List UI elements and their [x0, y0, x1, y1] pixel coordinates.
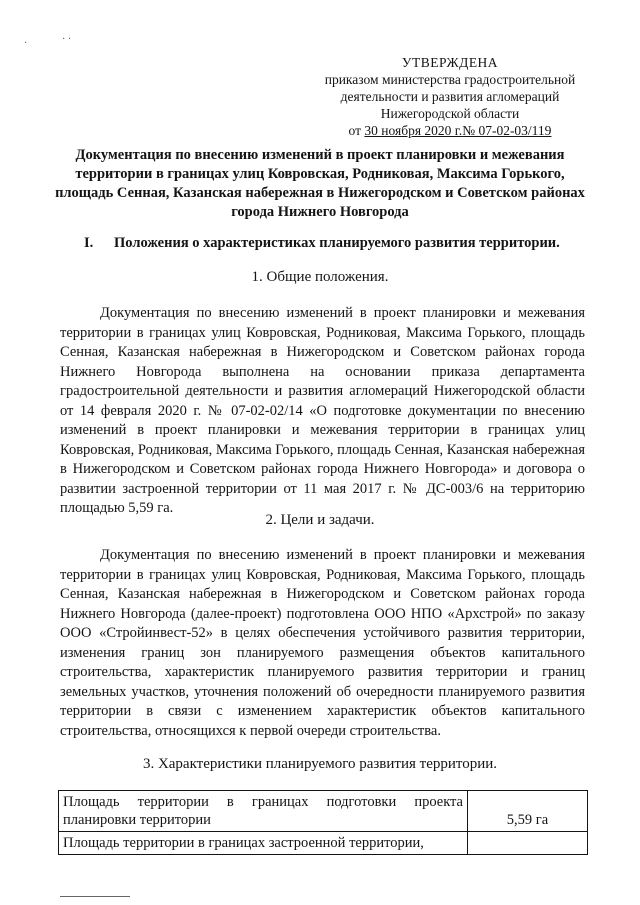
table-cell-value	[468, 832, 588, 855]
section-heading	[84, 235, 604, 252]
approval-date-prefix: от	[348, 123, 365, 138]
approval-line: Нижегородской области	[380, 106, 520, 121]
scan-mark: ·	[24, 38, 28, 49]
table-cell-label: Площадь территории в границах подготовки проекта планировки территории	[59, 791, 468, 832]
approval-heading: УТВЕРЖДЕНА	[401, 55, 499, 70]
approval-order-line	[320, 122, 580, 139]
subsection-heading: 2. Цели и задачи.	[265, 512, 375, 528]
approval-date: 30 ноября 2020 г.	[364, 123, 463, 138]
section-title: Положения о характеристиках планируемого развития территории.	[114, 235, 560, 251]
subsection-heading: 3. Характеристики планируемого развития территории.	[142, 756, 498, 772]
approval-order-number: № 07-02-03/119	[462, 123, 552, 138]
approval-stamp	[320, 54, 580, 139]
approval-line: приказом министерства градостроительной	[324, 72, 576, 87]
paragraph	[60, 304, 585, 519]
paragraph-text: Документация по внесению изменений в проект планировки и межевания территории в границах улиц Ковровская, Родниковая, Максима Горького, площадь Сенная, Казанская набережная в Нижегородском и Советском районах города Нижнего Новгорода (далее-проект) подготовлена ООО НПО «Архстрой» по заказу ООО «Стройинвест-52» в целях обеспечения устойчивого развития территории, изменения границ зон планируемого размещения объектов капитального строительства, характеристик планируемого развития территории и границ земельных участков, уточнения положений об очередности планируемого развития территории в связи с изменением характеристик объектов капитального строительства, относящихся к первой очереди строительства.	[60, 547, 585, 739]
section-number: I.	[84, 235, 94, 251]
paragraph-text: Документация по внесению изменений в проект планировки и межевания территории в границах улиц Ковровская, Родниковая, Максима Горького, площадь Сенная, Казанская набережная в Нижегородском и Советском районах города Нижнего Новгорода выполнена на основании приказа департамента градостроительной деятельности и развития агломераций Нижегородской области от 14 февраля 2020 г. № 07-02-02/14 «О подготовке документации по внесению изменений в проект планировки и межевания территории в границах улиц Ковровская, Родниковая, Максима Горького, площадь Сенная, Казанская набережная в Нижегородском и Советском районах города Нижнего Новгорода» и договора о развитии застроенной территории от 11 мая 2017 г. № ДС-003/6 на территорию площадью 5,59 га.	[60, 305, 585, 516]
scan-mark: · ·	[62, 34, 72, 45]
table-row	[59, 791, 588, 832]
characteristics-table	[58, 790, 588, 855]
divider	[60, 896, 130, 897]
table-cell-label: Площадь территории в границах застроенной территории,	[59, 832, 468, 855]
table-row	[59, 832, 588, 855]
table-cell-value: 5,59 га	[468, 791, 588, 832]
document-title: Документация по внесению изменений в проект планировки и межевания территории в границах улиц Ковровская, Родниковая, Максима Горького, площадь Сенная, Казанская набережная в Нижегородском и Советском районах города Нижнего Новгорода	[55, 147, 585, 220]
paragraph	[60, 546, 585, 741]
approval-line: деятельности и развития агломераций	[340, 89, 560, 104]
subsection-heading: 1. Общие положения.	[251, 269, 389, 285]
